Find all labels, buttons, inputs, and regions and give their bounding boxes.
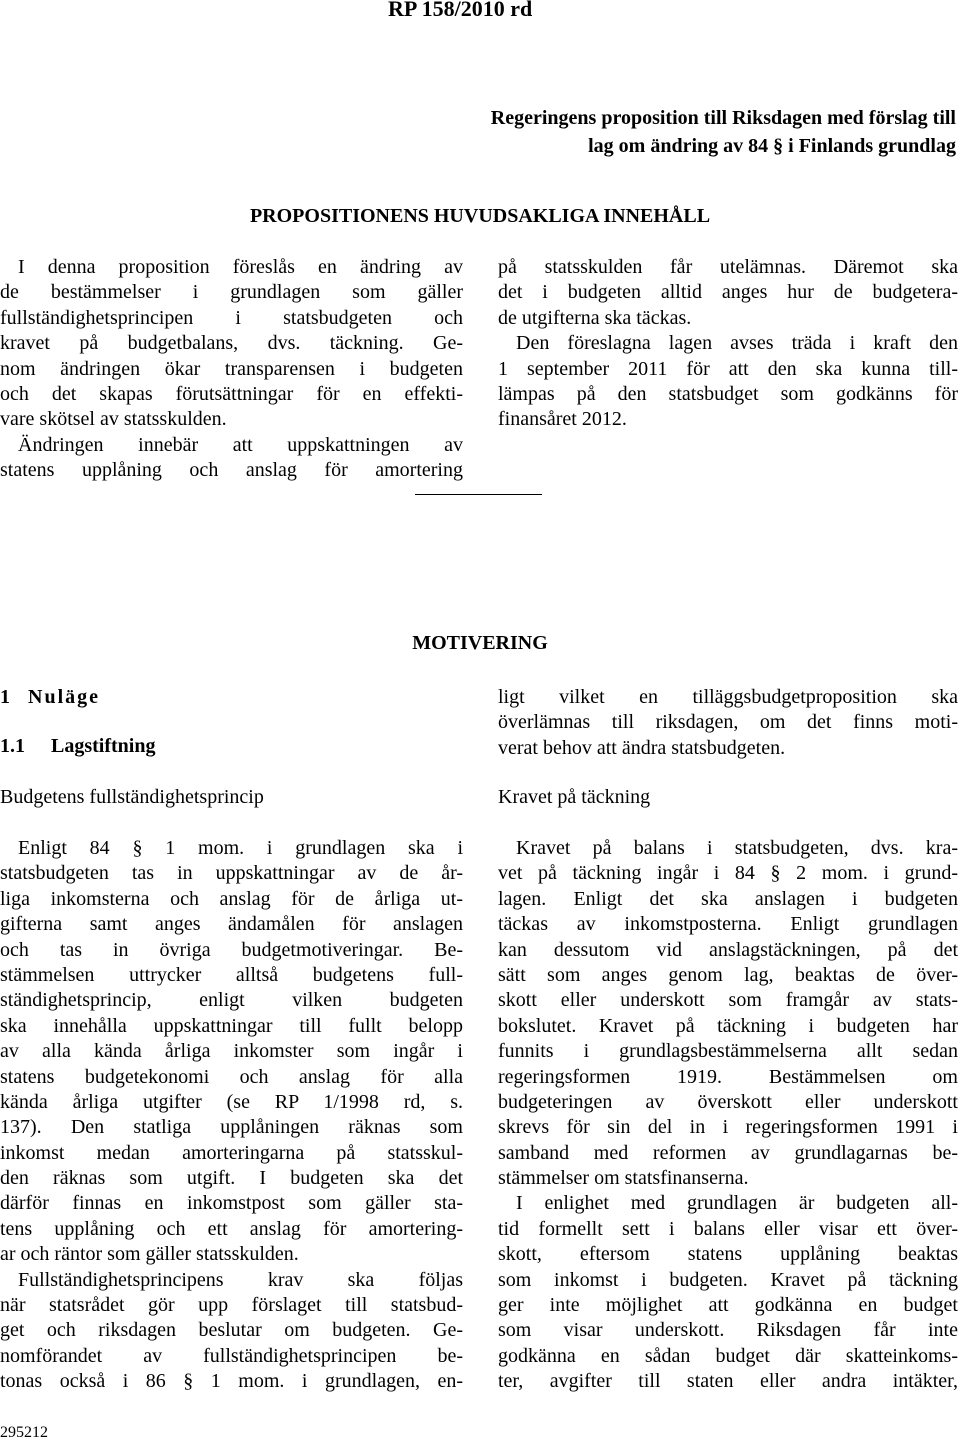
- text-line: ligt vilket en tilläggsbudgetproposition ska: [498, 686, 958, 708]
- subsection-heading: Kravet på täckning: [498, 786, 651, 808]
- text-line: nom ändringen ökar transparensen i budgeten: [0, 357, 463, 380]
- text-line: kravet på budgetbalans, dvs. täckning. Ge-: [0, 332, 463, 355]
- text-line: det i budgeten alltid anges hur de budgetera-: [498, 281, 958, 304]
- text-line: Enligt 84 § 1 mom. i grundlagen ska i: [18, 837, 463, 859]
- text-line: de bestämmelser i grundlagen som gäller: [0, 281, 463, 304]
- title-line: lag om ändring av 84 § i Finlands grundlag: [588, 135, 956, 157]
- text-line: kända årliga utgifter (se RP 1/1998 rd, s.: [0, 1090, 463, 1113]
- text-line: 1 september 2011 för att den ska kunna till-: [498, 357, 958, 380]
- text-line: liga inkomsterna och anslag för de årliga ut-: [0, 887, 463, 910]
- text-line: den räknas som utgift. I budgeten ska det: [0, 1167, 463, 1190]
- text-line: ter, avgifter till staten eller andra intäkter,: [498, 1370, 958, 1393]
- motivering-right-column: [498, 836, 958, 1395]
- text-line: vare skötsel av statsskulden.: [0, 408, 227, 431]
- text-line: fullständighetsprincipen i statsbudgeten och: [0, 306, 463, 329]
- text-line: get och riksdagen beslutar om budgeten. Ge-: [0, 1319, 463, 1342]
- text-line: stämmelser om statsfinanserna.: [498, 1167, 749, 1190]
- text-line: funnits i grundlagsbestämmelserna allt sedan: [498, 1040, 958, 1063]
- text-line: kan dessutom vid anslagstäckningen, på det: [498, 938, 958, 961]
- motivering-heading: MOTIVERING: [412, 632, 548, 654]
- document-reference: RP 158/2010 rd: [388, 0, 533, 21]
- text-line: Ändringen innebär att uppskattningen av: [18, 433, 463, 456]
- text-line: på statsskulden får utelämnas. Däremot ska: [498, 256, 958, 278]
- motivering-right-top: [498, 685, 958, 761]
- text-line: och tas in övriga budgetmotiveringar. Be-: [0, 938, 463, 961]
- subsection-heading: Budgetens fullständighetsprincip: [0, 786, 264, 808]
- text-line: skott, eftersom statens upplåning beaktas: [498, 1243, 958, 1266]
- text-line: Kravet på balans i statsbudgeten, dvs. kra-: [516, 837, 958, 859]
- text-line: samband med reformen av grundlagarnas be-: [498, 1141, 958, 1164]
- text-line: lagen. Enligt det ska anslagen i budgeten: [498, 887, 958, 910]
- text-line: skott eller underskott som framgår av stats-: [498, 989, 958, 1012]
- text-line: Den föreslagna lagen avses träda i kraft den: [516, 332, 958, 355]
- title-line: Regeringens proposition till Riksdagen med förslag till: [490, 107, 956, 129]
- section-number: 1.1: [0, 735, 25, 757]
- text-line: av alla kända årliga inkomster som ingår i: [0, 1040, 463, 1063]
- text-line: som inkomst i budgeten. Kravet på täckning: [498, 1268, 958, 1291]
- text-line: statsbudgeten tas in uppskattningar av de år-: [0, 862, 463, 885]
- motivering-left-column: [0, 836, 463, 1395]
- text-line: tid formellt sett i balans eller visar ett över-: [498, 1217, 958, 1240]
- text-line: statens budgetekonomi och anslag för alla: [0, 1065, 463, 1088]
- text-line: inkomst medan amorteringarna på statsskul-: [0, 1141, 463, 1164]
- summary-heading: PROPOSITIONENS HUVUDSAKLIGA INNEHÅLL: [249, 205, 711, 227]
- text-line: Fullständighetsprincipens krav ska följas: [18, 1268, 463, 1291]
- text-line: de utgifterna ska täckas.: [498, 306, 692, 329]
- text-line: vet på täckning ingår i 84 § 2 mom. i grund-: [498, 862, 958, 885]
- text-line: ger inte möjlighet att godkänna en budget: [498, 1294, 958, 1317]
- text-line: stämmelsen uttrycker alltså budgetens full-: [0, 963, 463, 986]
- summary-right-column: [498, 255, 958, 433]
- text-line: nomförandet av fullständighetsprincipen be-: [0, 1344, 463, 1367]
- text-line: verat behov att ändra statsbudgeten.: [498, 736, 786, 759]
- text-line: därför finnas en inkomstpost som gäller sta-: [0, 1192, 463, 1215]
- text-line: statens upplåning och anslag för amortering: [0, 459, 463, 482]
- text-line: regeringsformen 1919. Bestämmelsen om: [498, 1065, 958, 1088]
- text-line: ska innehålla uppskattningar till fullt belopp: [0, 1014, 463, 1037]
- page-code: 295212: [0, 1424, 48, 1441]
- chapter-number: 1: [0, 686, 10, 708]
- text-line: sätt som anges genom lag, beaktas de över-: [498, 963, 958, 986]
- text-line: och det skapas förutsättningar för en effekti-: [0, 382, 463, 405]
- text-line: när statsrådet gör upp förslaget till statsbud-: [0, 1294, 463, 1317]
- proposition-title: [360, 104, 956, 160]
- text-line: 137). Den statliga upplåningen räknas som: [0, 1116, 463, 1139]
- text-line: budgeteringen av överskott eller underskott: [498, 1090, 958, 1113]
- text-line: ar och räntor som gäller statsskulden.: [0, 1243, 299, 1266]
- text-line: skrevs för sin del in i regeringsformen 1991 i: [498, 1116, 958, 1139]
- text-line: som visar underskott. Riksdagen får inte: [498, 1319, 958, 1342]
- chapter-title: Nuläge: [28, 686, 100, 708]
- text-line: gifterna samt anges ändamålen för anslagen: [0, 913, 463, 936]
- text-line: tens upplåning och ett anslag för amortering-: [0, 1217, 463, 1240]
- text-line: godkänna en sådan budget där skatteinkoms-: [498, 1344, 958, 1367]
- section-title: Lagstiftning: [51, 735, 156, 757]
- summary-left-column: [0, 255, 463, 484]
- text-line: finansåret 2012.: [498, 408, 627, 431]
- text-line: I denna proposition föreslås en ändring av: [18, 256, 463, 278]
- text-line: lämpas på den statsbudget som godkänns för: [498, 382, 958, 405]
- text-line: I enlighet med grundlagen är budgeten all-: [516, 1192, 958, 1215]
- chapter-heading: [0, 686, 100, 709]
- text-line: överlämnas till riksdagen, om det finns moti-: [498, 711, 958, 734]
- section-divider: [415, 494, 542, 495]
- text-line: täckas av inkomstposterna. Enligt grundlagen: [498, 913, 958, 936]
- section-heading: [0, 735, 155, 758]
- text-line: tonas också i 86 § 1 mom. i grundlagen, en-: [0, 1370, 463, 1393]
- text-line: ständighetsprincip, enligt vilken budgeten: [0, 989, 463, 1012]
- text-line: bokslutet. Kravet på täckning i budgeten har: [498, 1014, 958, 1037]
